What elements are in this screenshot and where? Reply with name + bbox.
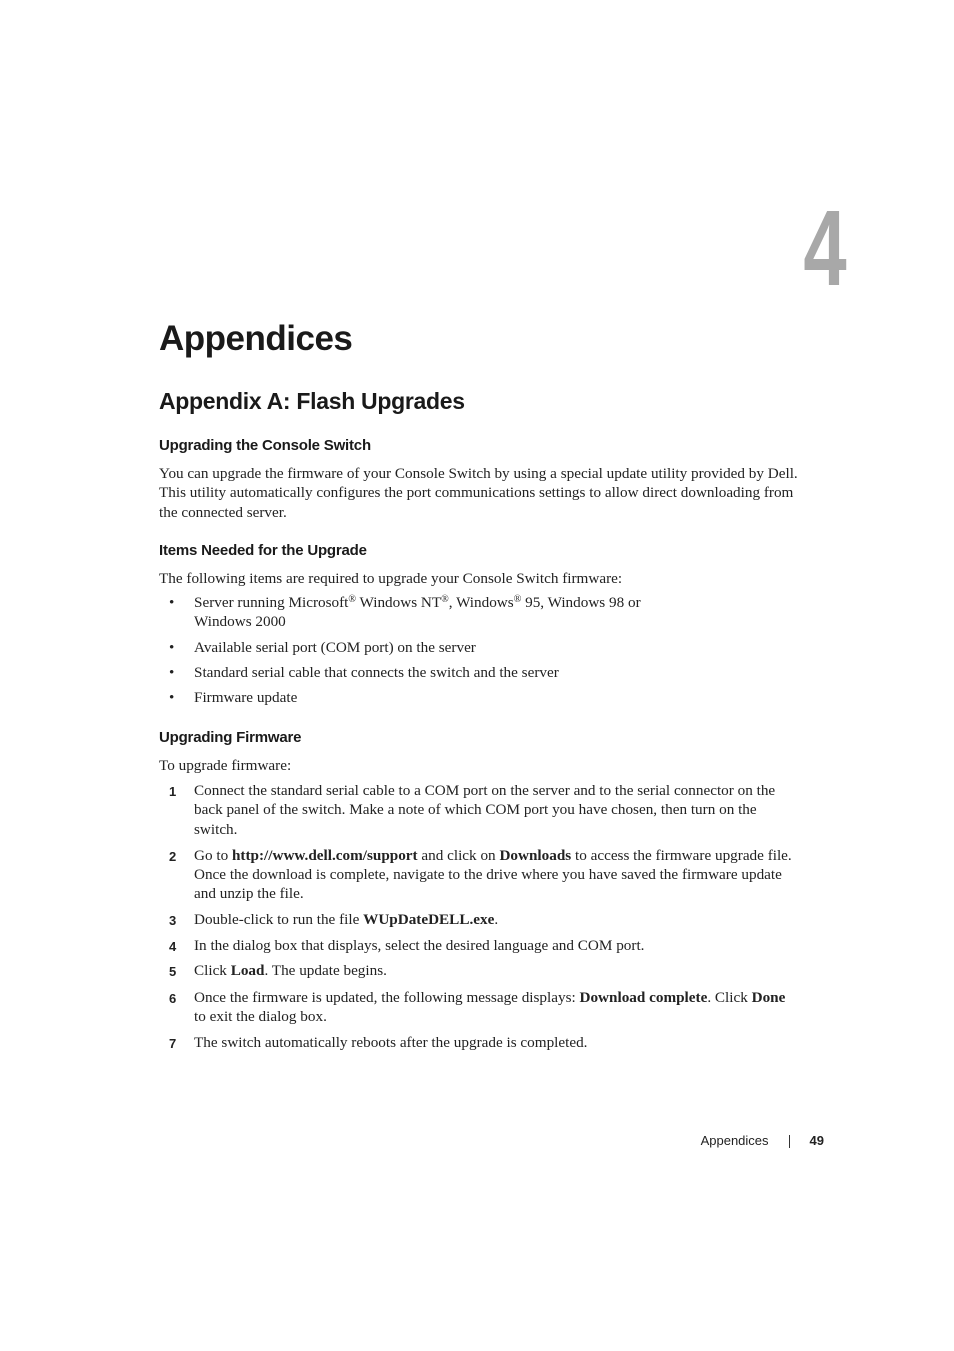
support-url: http://www.dell.com/support <box>231 846 418 864</box>
list-item: • Server running Microsoft® Windows NT®, Windows® 95, Windows 98 or Windows 2000 <box>169 594 641 631</box>
bullet-icon: • <box>169 663 175 681</box>
page-footer <box>701 1131 824 1151</box>
done-label: Done <box>751 988 786 1006</box>
step-item: 5 Click Load. The update begins. <box>159 961 799 980</box>
items-list <box>159 593 799 707</box>
step-item: 4 In the dialog box that displays, select the desired language and COM port. <box>159 936 799 955</box>
footer-divider <box>789 1135 790 1148</box>
paragraph-items-intro: The following items are required to upgrade your Console Switch firmware: <box>159 570 623 587</box>
heading-upgrading-console-switch: Upgrading the Console Switch <box>159 437 371 454</box>
step-item: 2 Go to http://www.dell.com/support and click on Downloads to access the firmware upgrade file. Once the download is complete, navigate to the drive where you have saved the firmware update and unzip the file. <box>169 846 792 903</box>
list-item: • Firmware update <box>169 689 298 707</box>
list-item: • Available serial port (COM port) on the server <box>169 638 476 656</box>
step-number: 4 <box>169 939 177 955</box>
bullet-icon: • <box>169 594 175 611</box>
heading-items-needed: Items Needed for the Upgrade <box>159 542 367 559</box>
page-number: 49 <box>809 1133 824 1148</box>
list-item: • Standard serial cable that connects the switch and the server <box>169 663 559 681</box>
downloads-label: Downloads <box>499 846 572 864</box>
step-item: 1 Connect the standard serial cable to a COM port on the server and to the serial connector on the back panel of the switch. Make a note of which COM port you have chosen, then turn on the switch. <box>169 782 776 838</box>
step-item: 3 Double-click to run the file WUpDateDELL.exe. <box>159 910 799 929</box>
paragraph-upgrade-intro: You can upgrade the firmware of your Console Switch by using a special update utility provided by Dell. This utility automatically configures the port communications settings to allow direct downloading from the connected server. <box>159 465 798 521</box>
step-item: 7 The switch automatically reboots after the upgrade is completed. <box>159 1033 799 1052</box>
step-number: 7 <box>169 1036 177 1052</box>
step-number: 3 <box>169 912 177 928</box>
step-number: 1 <box>169 784 177 799</box>
file-name: WUpDateDELL.exe <box>363 910 495 928</box>
chapter-number: 4 <box>803 187 847 308</box>
steps-list <box>159 781 799 1053</box>
section-title: Appendix A: Flash Upgrades <box>159 388 465 414</box>
paragraph-firmware-intro: To upgrade firmware: <box>159 757 292 774</box>
step-number: 5 <box>169 964 177 980</box>
step-number: 2 <box>169 848 177 864</box>
download-complete-label: Download complete <box>579 988 708 1006</box>
heading-upgrading-firmware: Upgrading Firmware <box>159 729 302 746</box>
bullet-icon: • <box>169 689 175 707</box>
step-item: 6 Once the firmware is updated, the following message displays: Download complete. Click Done to exit the dialog box. <box>169 988 786 1025</box>
bullet-icon: • <box>169 638 175 656</box>
load-label: Load <box>230 962 265 980</box>
page-title: Appendices <box>159 319 353 358</box>
footer-section-label: Appendices <box>700 1133 769 1148</box>
step-number: 6 <box>169 990 177 1006</box>
